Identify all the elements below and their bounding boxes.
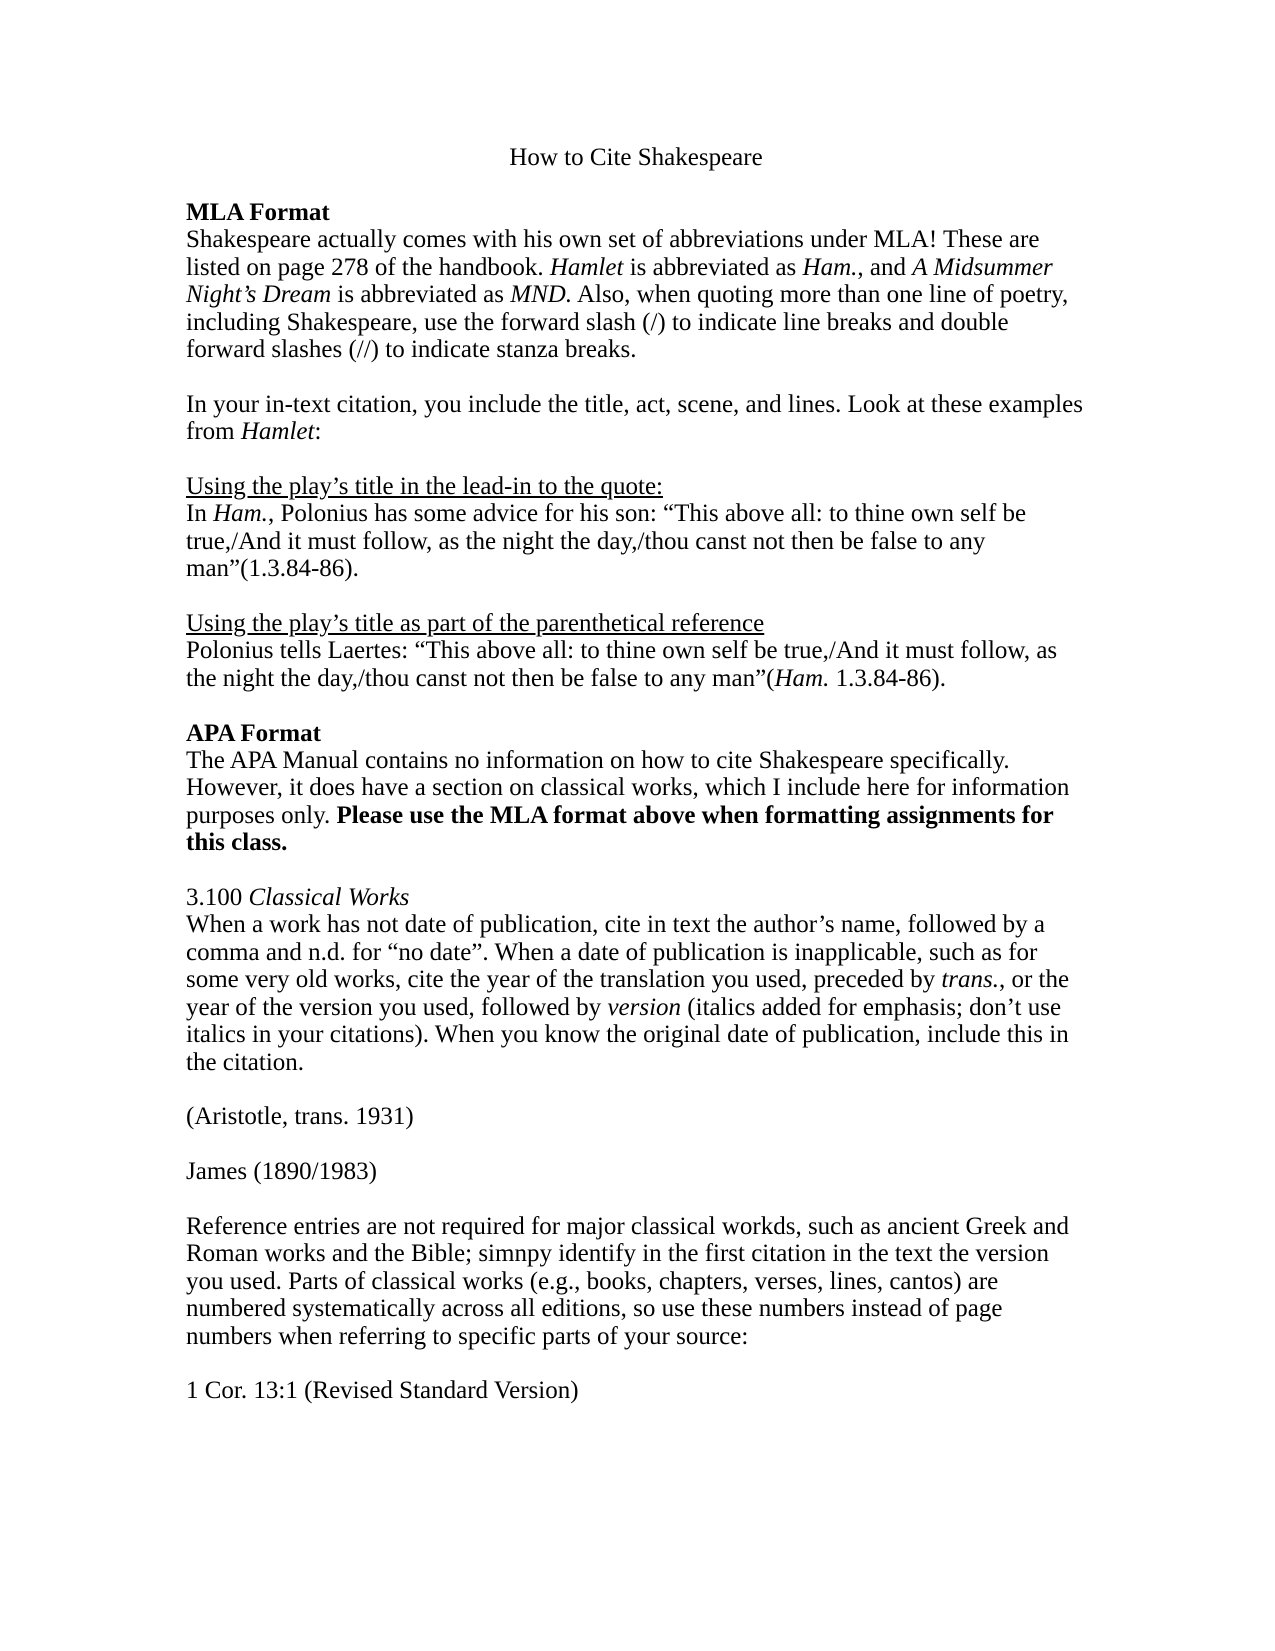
version-term: version: [607, 993, 682, 1021]
apa-intro-text: The APA Manual contains no information on how to cite Shakespeare specifically. However, it does have a section on classical works, which I include here for information purposes only.: [186, 747, 1070, 829]
ham-abbreviation: Ham.: [774, 664, 830, 692]
spacer: [186, 857, 1086, 884]
spacer: [186, 363, 1086, 390]
classical-text-1: When a work has not date of publication, cite in text the author’s name, followed by a comma and n.d. for “no date”. When a date of publication is inapplicable, such as for some very old works, cite the year of the translation you used, preceded by: [186, 911, 1046, 994]
apa-heading: APA Format: [186, 719, 321, 747]
reference-note-paragraph: Reference entries are not required for major classical workds, such as ancient Greek and Roman works and the Bible; simnpy identify in the first citation in the text the version you used. Parts of classical works (e.g., books, chapters, verses, lines, cantos) are numbered systematically across all editions, so use these numbers instead of page numbers when referring to specific parts of your source:: [186, 1212, 1069, 1350]
mla-heading: MLA Format: [186, 199, 330, 226]
document-body: [186, 144, 1086, 1405]
document-title: How to Cite Shakespeare: [509, 144, 763, 171]
section-number: 3.100: [186, 884, 249, 912]
example1-text-2: , Polonius has some advice for his son: “This above all: to thine own self be true,/And it must follow, as the night the day,/thou canst not then be false to any man”(1.3.84-86).: [186, 500, 1027, 583]
spacer: [186, 446, 1086, 473]
spacer: [186, 1131, 1086, 1158]
example2-text-1: Polonius tells Laertes: “This above all: to thine own self be true,/And it must follow, as the night the day,/thou canst not then be false to any man”(: [186, 637, 1058, 692]
mnd-title: A Midsummer Night’s Dream: [186, 253, 1053, 309]
classical-text-2: , or the year of the version you used, followed by: [186, 966, 1070, 1021]
mla-intro-text-1: Shakespeare actually comes with his own set of abbreviations under MLA! These are listed on page 278 of the handbook.: [186, 226, 1040, 281]
intext-text-1: In your in-text citation, you include the title, act, scene, and lines. Look at these examples from: [186, 390, 1083, 446]
spacer: [186, 1076, 1086, 1103]
section-heading: [186, 884, 1086, 911]
spacer: [186, 692, 1086, 719]
hamlet-title: Hamlet: [240, 418, 315, 446]
apa-example-aristotle: (Aristotle, trans. 1931): [186, 1103, 414, 1131]
spacer: [186, 583, 1086, 610]
apa-intro-bold-note: Please use the MLA format above when formatting assignments for this class.: [186, 801, 1054, 857]
example2-text-2: 1.3.84-86).: [829, 664, 947, 692]
example2-label: Using the play’s title as part of the parenthetical reference: [186, 610, 765, 638]
ham-abbreviation: Ham.: [802, 253, 858, 281]
example2-paragraph: [186, 637, 1086, 692]
example1-text-1: In: [186, 500, 214, 528]
spacer: [186, 1186, 1086, 1213]
section-name: Classical Works: [248, 884, 410, 912]
intext-text-2: :: [314, 418, 322, 446]
intext-citation-paragraph: [186, 391, 1086, 446]
apa-intro-paragraph: [186, 747, 1086, 857]
mla-intro-text-4: is abbreviated as: [331, 281, 511, 309]
example1-label: Using the play’s title in the lead-in to the quote:: [186, 473, 663, 501]
hamlet-title: Hamlet: [549, 253, 624, 281]
classical-works-paragraph: [186, 911, 1086, 1075]
apa-example-corinthians: 1 Cor. 13:1 (Revised Standard Version): [186, 1377, 579, 1405]
mla-intro-paragraph: [186, 226, 1086, 363]
example1-paragraph: [186, 500, 1086, 582]
classical-text-3: (italics added for emphasis; don’t use italics in your citations). When you know the original date of publication, include this in the citation.: [186, 993, 1069, 1076]
spacer: [186, 1350, 1086, 1377]
mla-intro-text-5: Also, when quoting more than one line of poetry, including Shakespeare, use the forward slash (/) to indicate line breaks and double forward slashes (//) to indicate stanza breaks.: [186, 281, 1069, 364]
mnd-abbreviation: MND.: [510, 281, 573, 309]
ham-abbreviation: Ham.: [213, 500, 268, 528]
apa-example-james: James (1890/1983): [186, 1158, 377, 1186]
trans-term: trans.: [941, 966, 999, 994]
mla-intro-text-3: , and: [857, 253, 913, 281]
mla-intro-text-2: is abbreviated as: [623, 253, 803, 281]
